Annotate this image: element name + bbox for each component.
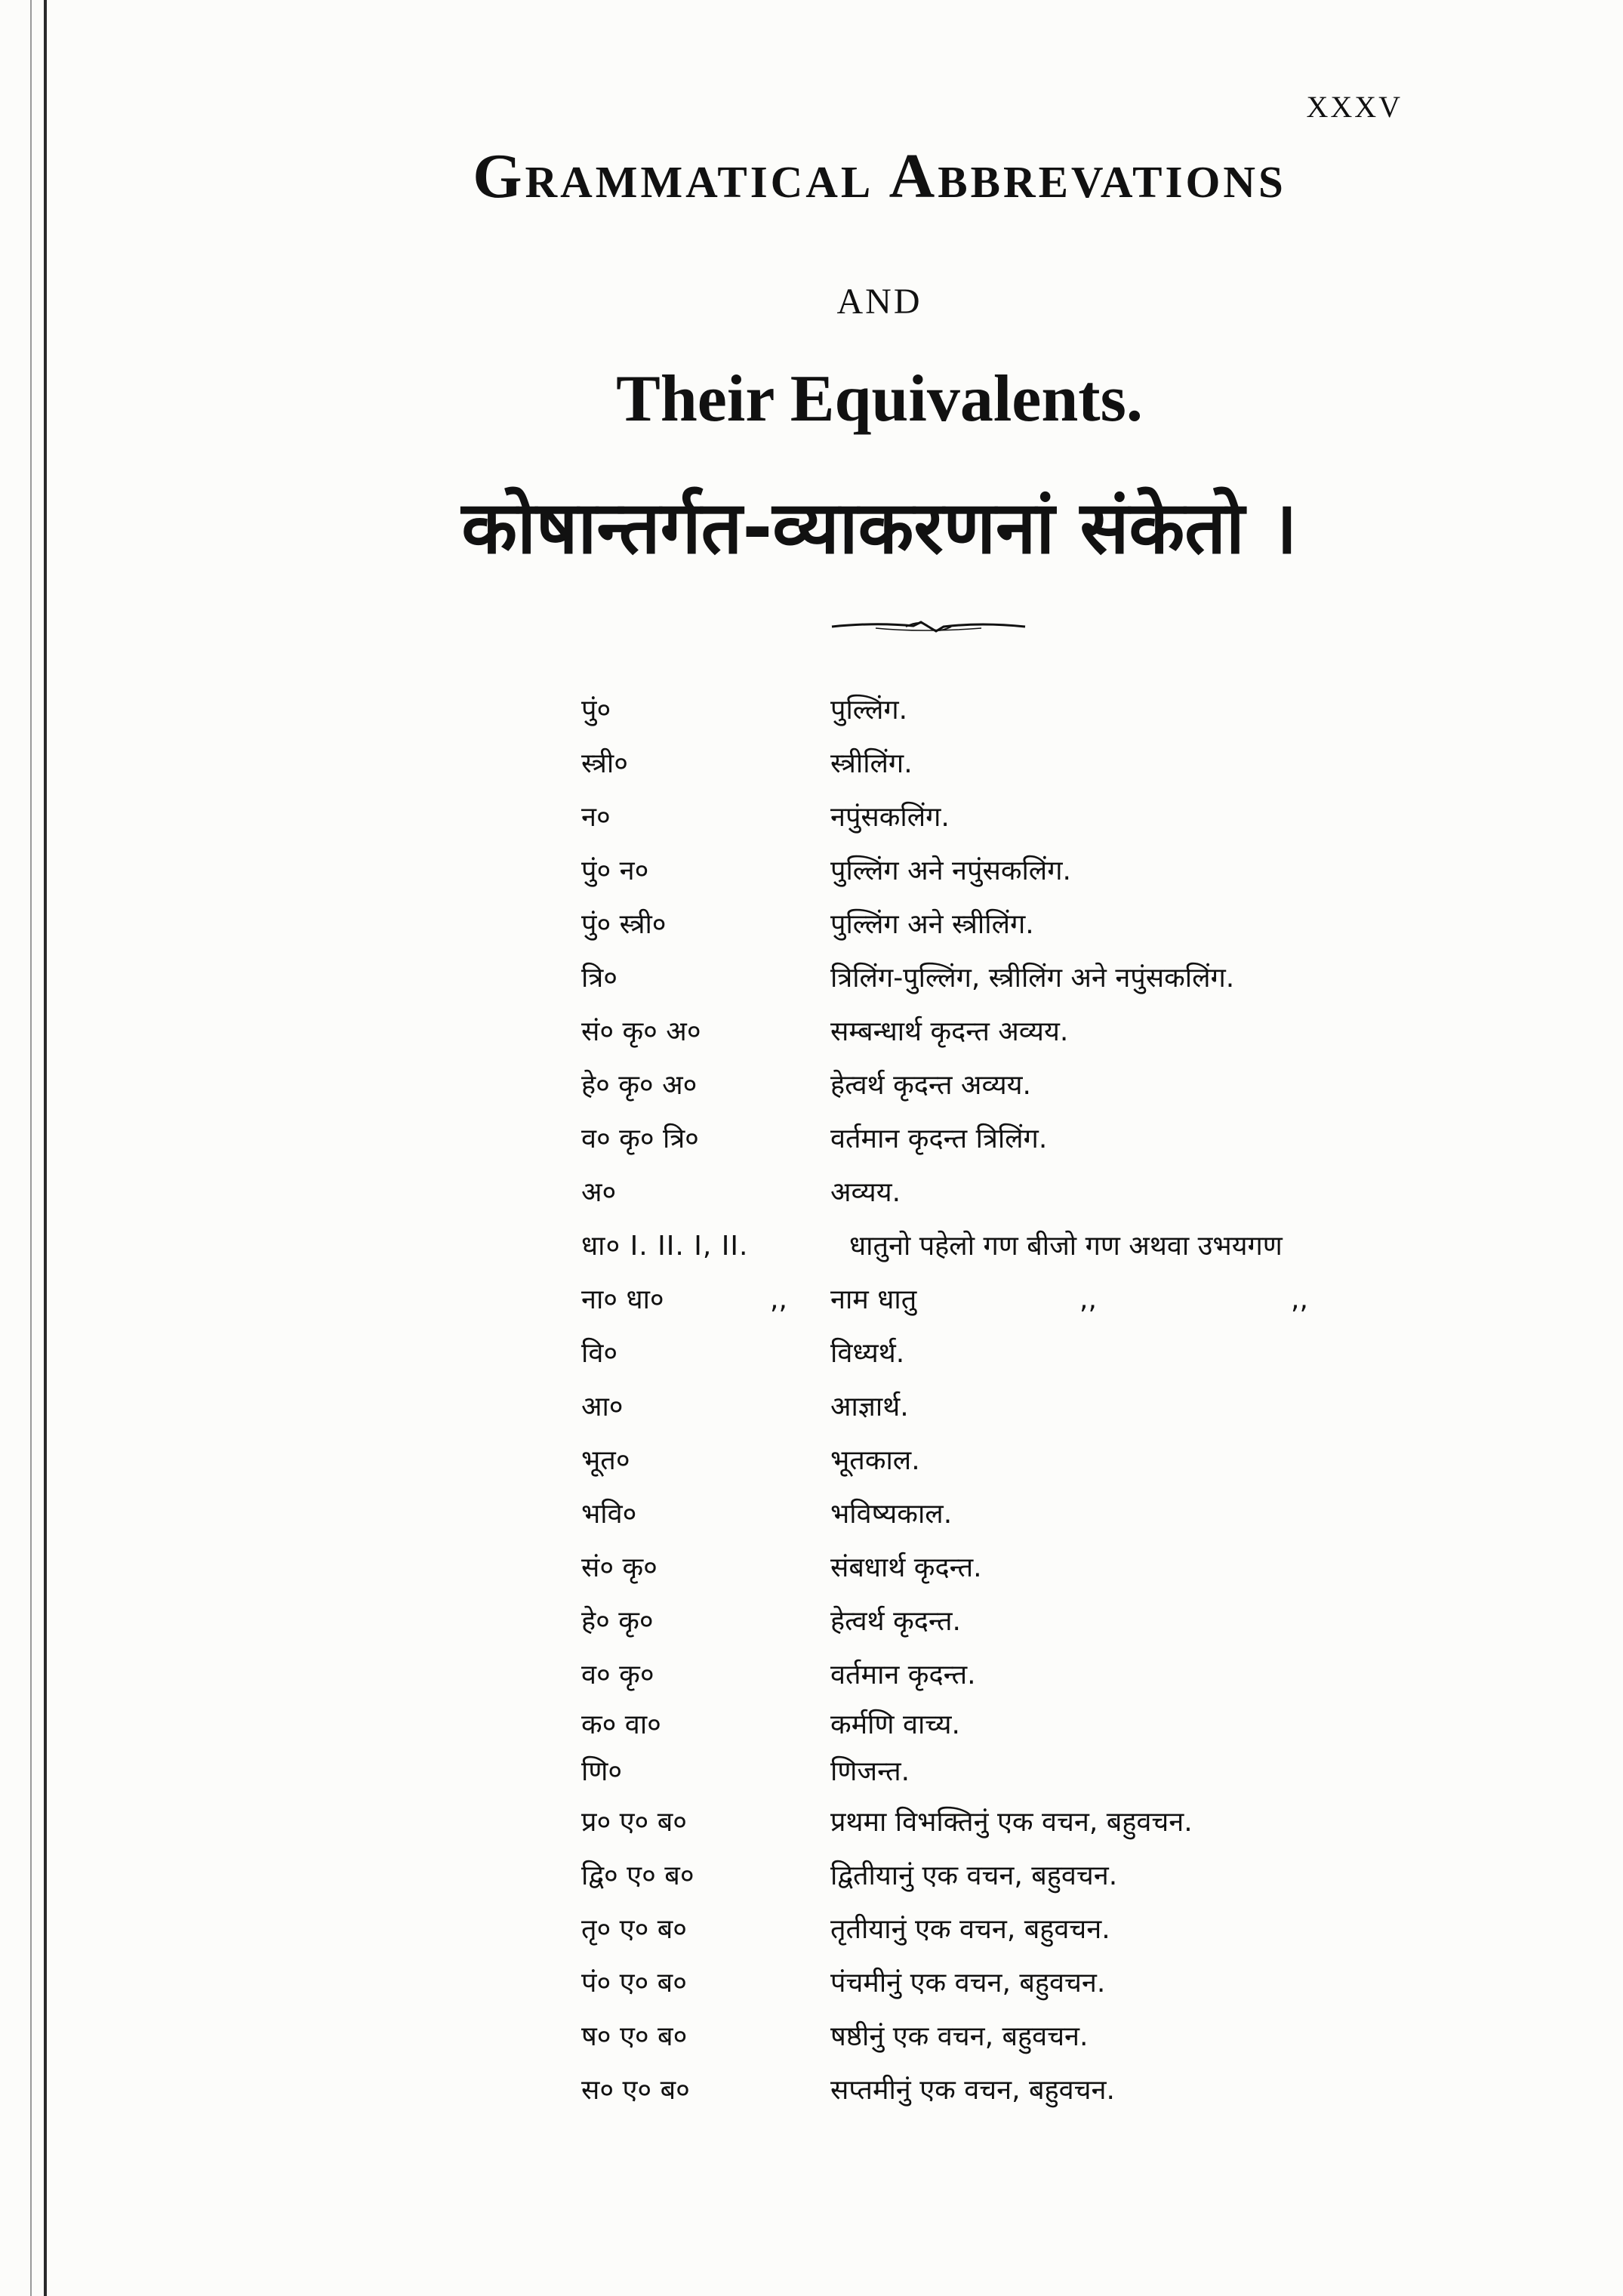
abbreviation: भवि० — [581, 1499, 637, 1530]
page-subtitle: Their Equivalents. — [616, 362, 1143, 436]
abbreviation: सं० कृ० — [581, 1552, 658, 1583]
ditto-mark: ,, — [770, 1284, 787, 1315]
equivalent: नपुंसकलिंग. — [830, 802, 950, 833]
abbreviation: सं० कृ० अ० — [581, 1016, 701, 1047]
list-item — [581, 1273, 1517, 1327]
list-item — [581, 844, 1517, 898]
equivalent: षष्ठीनुं एक वचन, बहुवचन. — [830, 2021, 1089, 2052]
list-item — [581, 791, 1517, 844]
equivalent: द्वितीयानुं एक वचन, बहुवचन. — [830, 1860, 1118, 1891]
list-item — [581, 737, 1517, 791]
list-item — [581, 683, 1517, 737]
equivalent: भूतकाल. — [830, 1445, 920, 1476]
abbreviation: स० ए० ब० — [581, 2075, 690, 2106]
equivalent: पुल्लिंग. — [830, 695, 908, 726]
abbreviation: आ० — [581, 1391, 624, 1422]
list-item — [581, 1166, 1517, 1219]
hindi-title: कोषान्तर्गत-व्याकरणनां संकेतो । — [461, 485, 1298, 570]
list-item — [581, 1648, 1517, 1702]
abbreviation: हे० कृ० — [581, 1606, 654, 1637]
abbreviation: हे० कृ० अ० — [581, 1070, 698, 1101]
list-item — [581, 1059, 1517, 1112]
equivalent: संबधार्थ कृदन्त. — [830, 1552, 982, 1583]
page-edge-shadow — [30, 0, 32, 2296]
abbreviation: णि० — [581, 1756, 623, 1787]
abbreviation: ष० ए० ब० — [581, 2021, 688, 2052]
equivalent: कर्मणि वाच्य. — [830, 1709, 960, 1740]
abbreviation: द्वि० ए० ब० — [581, 1860, 694, 1891]
abbreviation: पुं० स्त्री० — [581, 909, 667, 940]
list-item — [581, 1702, 1517, 1749]
list-item — [581, 2010, 1517, 2063]
abbreviation: धा० I. II. I, II. — [581, 1231, 749, 1262]
list-item — [581, 2063, 1517, 2117]
list-item — [581, 1903, 1517, 1956]
abbreviation: प्र० ए० ब० — [581, 1807, 687, 1838]
list-item — [581, 898, 1517, 951]
abbreviation: ना० धा० — [581, 1284, 664, 1315]
equivalent: हेत्वर्थ कृदन्त. — [830, 1606, 961, 1637]
ornament-divider — [830, 612, 1027, 642]
abbreviation: व० कृ० — [581, 1660, 654, 1690]
list-item — [581, 1434, 1517, 1487]
abbreviation: क० वा० — [581, 1709, 661, 1740]
equivalent: धातुनो पहेलो गण बीजो गण अथवा उभयगण — [849, 1231, 1283, 1262]
equivalent: णिजन्त. — [830, 1756, 910, 1787]
list-item — [581, 1849, 1517, 1903]
list-item — [581, 1487, 1517, 1541]
equivalent: वर्तमान कृदन्त. — [830, 1660, 976, 1690]
ditto-mark: ,, — [1291, 1284, 1308, 1315]
list-item — [581, 1749, 1517, 1795]
equivalent: सप्तमीनुं एक वचन, बहुवचन. — [830, 2075, 1115, 2106]
page-title: Grammatical Abbrevations — [473, 141, 1286, 211]
equivalent: विध्यर्थ. — [830, 1338, 905, 1369]
equivalent: वर्तमान कृदन्त त्रिलिंग. — [830, 1123, 1048, 1154]
list-item — [581, 1005, 1517, 1059]
abbreviation: स्त्री० — [581, 748, 628, 779]
equivalent: प्रथमा विभक्तिनुं एक वचन, बहुवचन. — [830, 1807, 1193, 1838]
ditto-mark: ,, — [1079, 1284, 1097, 1315]
list-item — [581, 951, 1517, 1005]
abbreviation: तृ० ए० ब० — [581, 1914, 688, 1945]
abbreviation: न० — [581, 802, 611, 833]
abbreviation-list — [581, 683, 1517, 2117]
equivalent: पंचमीनुं एक वचन, बहुवचन. — [830, 1968, 1106, 1999]
abbreviation: पं० ए० ब० — [581, 1968, 687, 1999]
equivalent: भविष्यकाल. — [830, 1499, 953, 1530]
abbreviation: पुं० न० — [581, 855, 649, 886]
list-item — [581, 1956, 1517, 2010]
equivalent: हेत्वर्थ कृदन्त अव्यय. — [830, 1070, 1031, 1101]
equivalent: स्त्रीलिंग. — [830, 748, 913, 779]
abbreviation: भूत० — [581, 1445, 630, 1476]
abbreviation: व० कृ० त्रि० — [581, 1123, 699, 1154]
equivalent: त्रिलिंग-पुल्लिंग, स्त्रीलिंग अने नपुंसकलिंग. — [830, 963, 1235, 994]
equivalent: पुल्लिंग अने स्त्रीलिंग. — [830, 909, 1034, 940]
list-item — [581, 1380, 1517, 1434]
list-item — [581, 1327, 1517, 1380]
abbreviation: पुं० — [581, 695, 611, 726]
list-item — [581, 1795, 1517, 1849]
equivalent: पुल्लिंग अने नपुंसकलिंग. — [830, 855, 1071, 886]
abbreviation: त्रि० — [581, 963, 617, 994]
equivalent: तृतीयानुं एक वचन, बहुवचन. — [830, 1914, 1110, 1945]
list-item — [581, 1219, 1517, 1273]
list-item — [581, 1112, 1517, 1166]
list-item — [581, 1541, 1517, 1595]
page-number: XXXV — [1306, 90, 1403, 124]
title-conjunction: AND — [836, 282, 922, 322]
equivalent: नाम धातु — [830, 1284, 917, 1315]
list-item — [581, 1595, 1517, 1648]
abbreviation: अ० — [581, 1177, 617, 1208]
equivalent: सम्बन्धार्थ कृदन्त अव्यय. — [830, 1016, 1069, 1047]
abbreviation: वि० — [581, 1338, 618, 1369]
page-gutter-line — [44, 0, 47, 2296]
equivalent: आज्ञार्थ. — [830, 1391, 909, 1422]
equivalent: अव्यय. — [830, 1177, 901, 1208]
